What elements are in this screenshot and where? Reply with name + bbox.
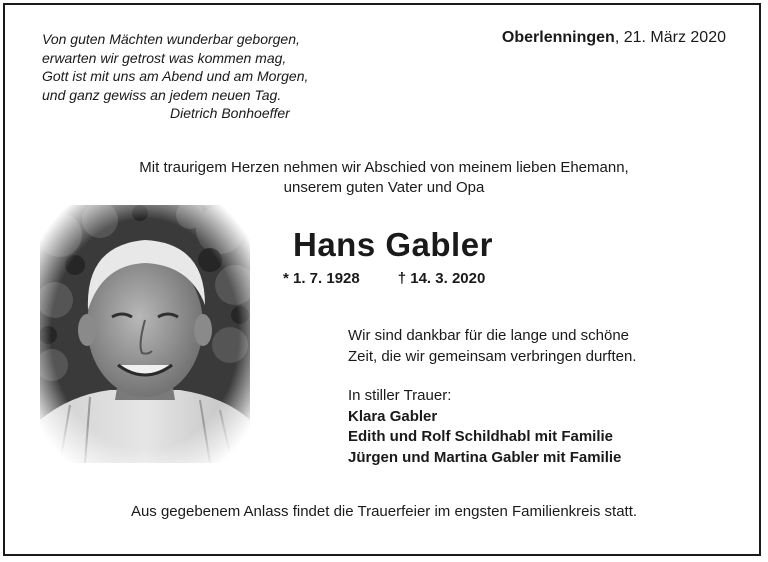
deceased-name: Hans Gabler [293,226,493,263]
poem-line: und ganz gewiss an jedem neuen Tag. [42,86,282,103]
poem [42,30,308,123]
mourner-name: Edith und Rolf Schildhabl mit Familie [348,428,614,445]
thanks-text [348,325,636,367]
thanks-line: Zeit, die wir gemeinsam verbringen durften. [348,348,637,365]
poem-line: Von guten Mächten wunderbar geborgen, [42,31,300,47]
intro-text [0,158,768,198]
poem-author: Dietrich Bonhoeffer [170,105,290,121]
thanks-line: Wir sind dankbar für die lange und schöne [348,327,630,344]
intro-line: unserem guten Vater und Opa [283,179,485,196]
poem-line: Gott ist mit uns am Abend und am Morgen, [42,68,309,84]
death-date: † 14. 3. 2020 [397,270,486,287]
mourners-heading: In stiller Trauer: [348,387,452,404]
place-date [502,29,726,47]
portrait-photo [40,205,250,463]
mourners [348,386,621,468]
intro-line: Mit traurigem Herzen nehmen wir Abschied von meinem lieben Ehemann, [139,159,629,176]
mourner-name: Jürgen und Martina Gabler mit Familie [348,448,622,466]
place: Oberlenningen [501,29,615,46]
life-dates [283,270,485,287]
poem-line: erwarten wir getrost was kommen mag, [42,49,287,66]
date: , 21. März 2020 [614,29,726,46]
mourner-name: Klara Gabler [348,407,438,425]
birth-date: * 1. 7. 1928 [283,270,360,287]
funeral-note: Aus gegebenem Anlass findet die Trauerfeier im engsten Familienkreis statt. [130,503,638,520]
